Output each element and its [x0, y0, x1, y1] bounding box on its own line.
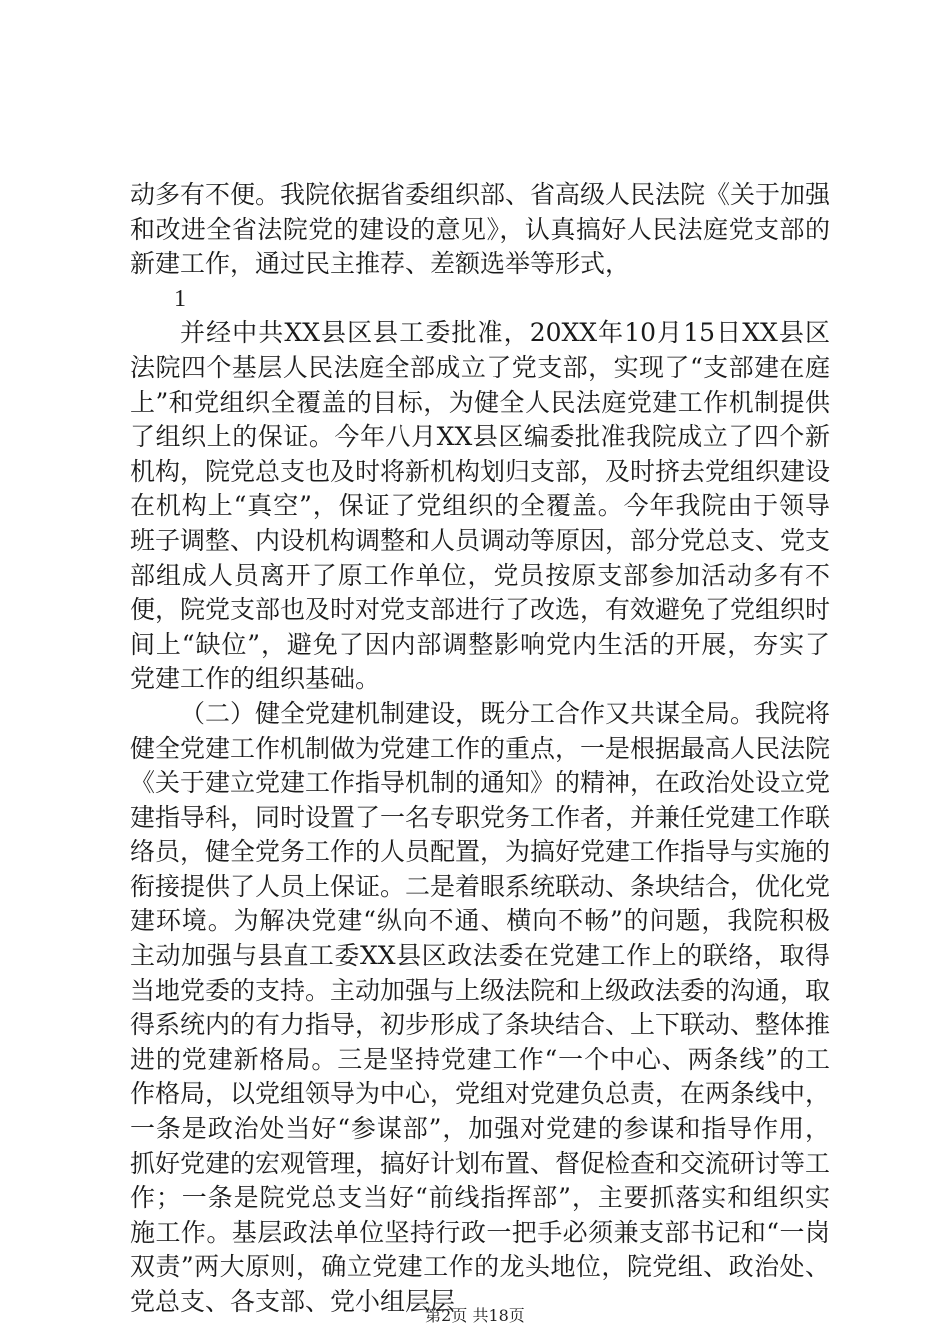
- document-body: [130, 178, 830, 1320]
- paragraph-2: 并经中共XX县区县工委批准，20XX年10月15日XX县区法院四个基层人民法庭全部成立了党支部，实现了“支部建在庭上”和党组织全覆盖的目标，为健全人民法庭党建工作机制提供了组织上的保证。今年八月XX县区编委批准我院成立了四个新机构，院党总支也及时将新机构划归支部，及时挤去党组织建设在机构上“真空”，保证了党组织的全覆盖。今年我院由于领导班子调整、内设机构调整和人员调动等原因，部分党总支、党支部组成人员离开了原工作单位，党员按原支部参加活动多有不便，院党支部也及时对党支部进行了改选，有效避免了党组织时间上“缺位”，避免了因内部调整影响党内生活的开展，夯实了党建工作的组织基础。: [130, 318, 831, 694]
- page-footer: [0, 1303, 950, 1326]
- paragraph-3: （二）健全党建机制建设，既分工合作又共谋全局。我院将健全党建工作机制做为党建工作的重点，一是根据最高人民法院《关于建立党建工作指导机制的通知》的精神，在政治处设立党建指导科，同时设置了一名专职党务工作者，并兼任党建工作联络员，健全党务工作的人员配置，为搞好党建工作指导与实施的衔接提供了人员上保证。二是着眼系统联动、条块结合，优化党建环境。为解决党建“纵向不通、横向不畅”的问题，我院积极主动加强与县直工委XX县区政法委在党建工作上的联络，取得当地党委的支持。主动加强与上级法院和上级政法委的沟通，取得系统内的有力指导，初步形成了条块结合、上下联动、整体推进的党建新格局。三是坚持党建工作“一个中心、两条线”的工作格局，以党组领导为中心，党组对党建负总责，在两条线中，一条是政治处当好“参谋部”，加强对党建的参谋和指导作用，抓好党建的宏观管理，搞好计划布置、督促检查和交流研讨等工作；一条是院党总支当好“前线指挥部”，主要抓落实和组织实施工作。基层政法单位坚持行政一把手必须兼支部书记和“一岗双责”两大原则，确立党建工作的龙头地位，院党组、政治处、党总支、各支部、党小组层层: [130, 698, 831, 1316]
- paragraph-1: 动多有不便。我院依据省委组织部、省高级人民法院《关于加强和改进全省法院党的建设的意见》，认真搞好人民法庭党支部的新建工作，通过民主推荐、差额选举等形式，: [130, 180, 831, 279]
- page-indicator: 第2页 共18页: [425, 1306, 525, 1325]
- inline-page-number: 1: [174, 285, 186, 312]
